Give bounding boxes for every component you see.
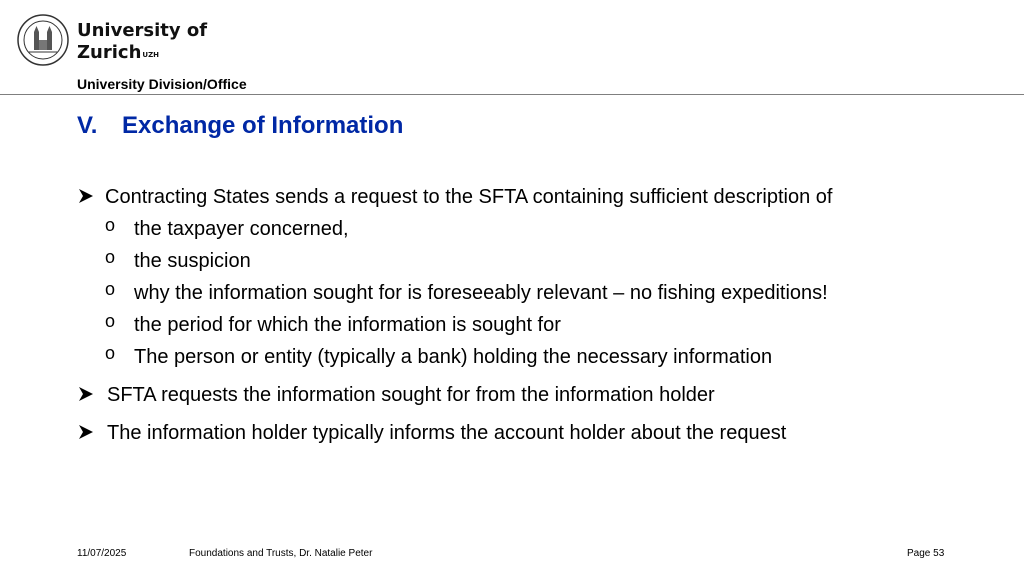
sub-item: o The person or entity (typically a bank) holding the necessary information xyxy=(105,343,773,368)
sub-item: o why the information sought for is foreseeably relevant – no fishing expeditions! xyxy=(105,279,828,304)
sub-marker: o xyxy=(105,311,116,331)
sub-item: o the period for which the information is sought for xyxy=(105,311,561,336)
slide-title xyxy=(77,112,403,140)
title-text: Exchange of Information xyxy=(122,112,404,139)
sub-marker: o xyxy=(105,343,116,363)
sub-marker: o xyxy=(105,247,116,267)
division-label: University Division/Office xyxy=(77,76,247,92)
bullet-item: The information holder typically informs the account holder about the request xyxy=(77,421,977,445)
bullet-item: Contracting States sends a request to the SFTA containing sufficient description of xyxy=(77,185,977,209)
arrow-bullet-icon xyxy=(77,187,95,205)
sub-item: o the suspicion xyxy=(105,247,251,272)
logo-line1: University of xyxy=(77,20,208,41)
sub-marker: o xyxy=(105,215,116,235)
logo-line2: Zurich$^{UZH}$ xyxy=(77,42,160,63)
sub-marker: o xyxy=(105,279,116,299)
header-divider xyxy=(0,94,1024,95)
title-number: V. xyxy=(77,112,98,139)
sub-item: o the taxpayer concerned, xyxy=(105,215,349,240)
university-wordmark xyxy=(77,20,207,64)
arrow-bullet-icon xyxy=(77,423,95,441)
footer-date: 11/07/2025 xyxy=(77,548,127,559)
footer-course: Foundations and Trusts, Dr. Natalie Peter xyxy=(189,548,373,559)
slide-content xyxy=(77,185,977,445)
logo-sup: UZH xyxy=(142,51,160,59)
footer-page-number: Page 53 xyxy=(907,548,945,559)
arrow-bullet-icon xyxy=(77,385,95,403)
university-seal-logo xyxy=(17,14,69,66)
bullet-item: SFTA requests the information sought for from the information holder xyxy=(77,383,977,407)
